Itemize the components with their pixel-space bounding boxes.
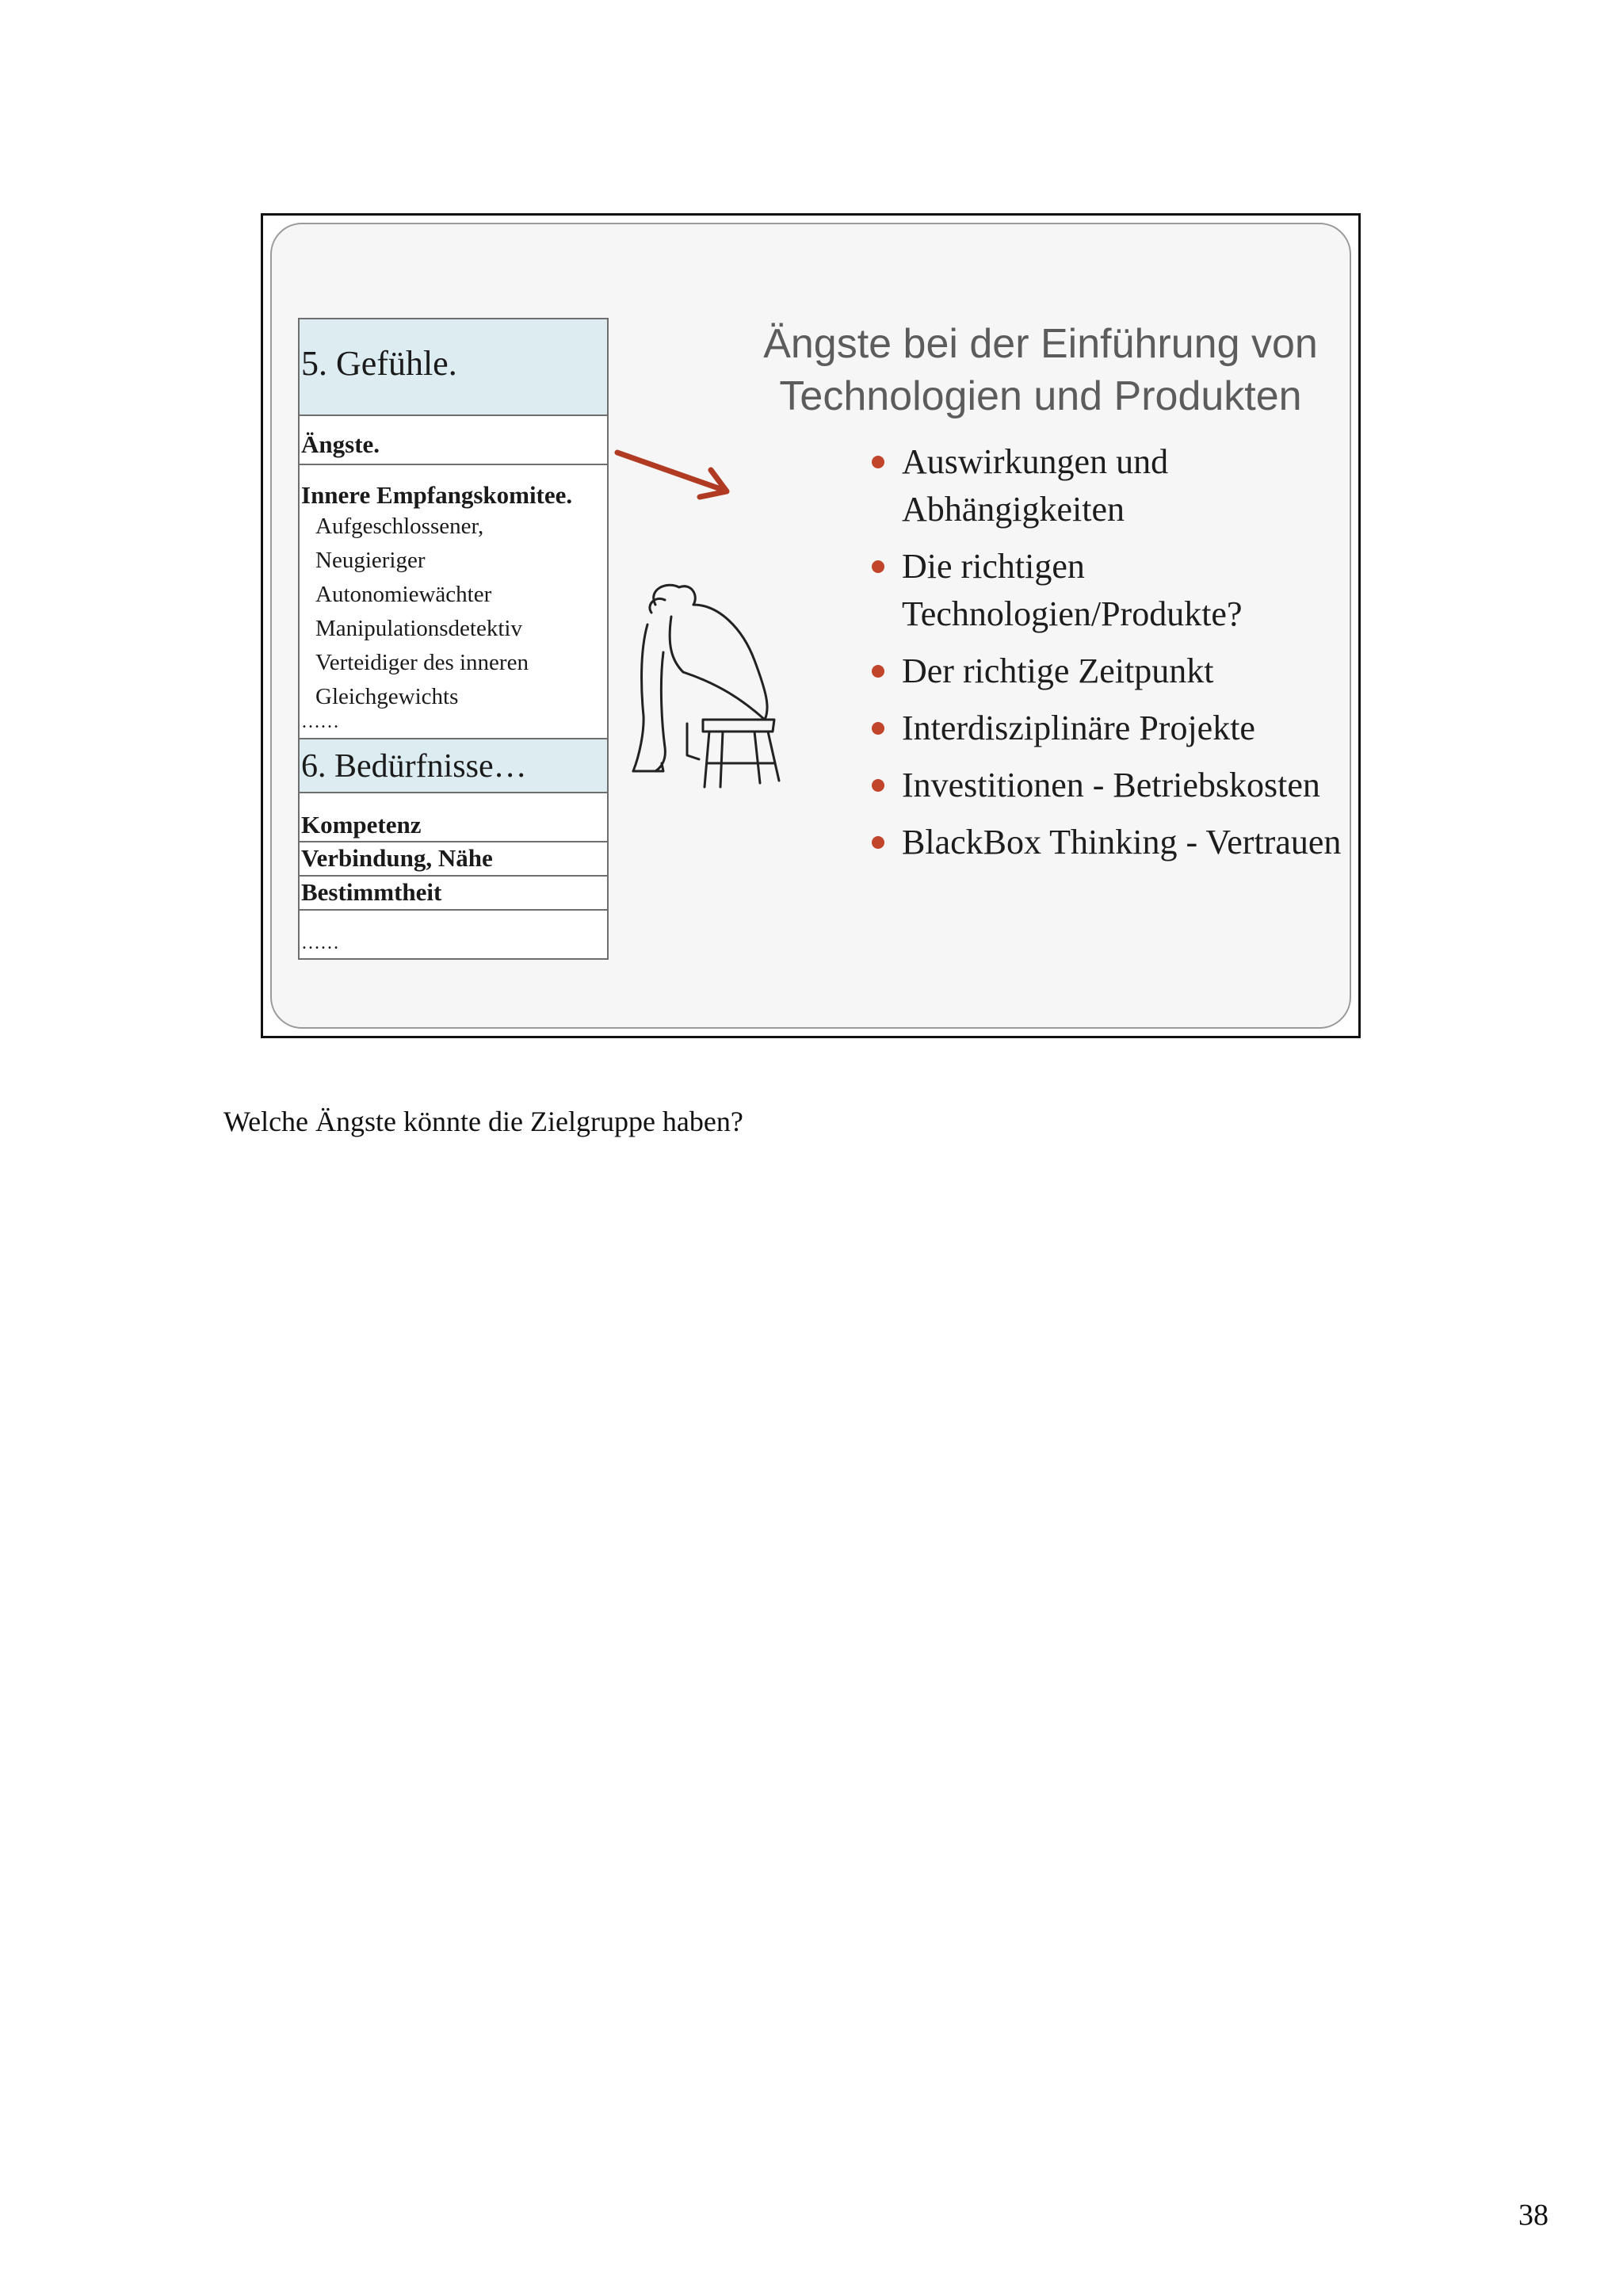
need-row: Verbindung, Nähe [300,842,607,877]
bullet-text: Interdisziplinäre Projekte [902,709,1255,747]
bullet-item [870,438,1346,533]
feelings-needs-table [298,318,609,960]
bullet-item [870,705,1346,752]
needs-dots: …… [301,933,339,953]
section5-heading: 5. Gefühle. [300,319,607,416]
bullet-item [870,819,1346,866]
bullet-text: Investitionen - Betriebskosten [902,766,1320,804]
bullet-text: Auswirkungen und Abhängigkeiten [902,442,1169,529]
slide-frame [261,213,1361,1038]
bullet-dot-icon [872,665,884,678]
need-row: Bestimmtheit [300,877,607,911]
bullet-item [870,762,1346,809]
innere-dots: …… [301,712,339,732]
bullet-item [870,543,1346,638]
bullet-item [870,648,1346,695]
arrow-icon [614,446,741,510]
slide-title [716,318,1365,422]
bullet-dot-icon [872,722,884,735]
slide-panel [270,223,1351,1029]
innere-item: Manipulationsdetektiv [315,616,522,641]
innere-item: Aufgeschlossener, [315,514,484,539]
need-row: Kompetenz [300,793,607,842]
innere-item: Gleichgewichts [315,684,459,709]
bullet-text: BlackBox Thinking - Vertrauen [902,823,1342,861]
bullet-dot-icon [872,779,884,792]
bullet-list [870,438,1346,876]
innere-row [300,465,607,739]
bullet-text: Der richtige Zeitpunkt [902,651,1214,690]
aengste-row: Ängste. [300,416,607,465]
question-text: Welche Ängste könnte die Zielgruppe haben? [223,1106,743,1137]
slide-title-line: Ängste bei der Einführung von [763,321,1318,367]
innere-item: Verteidiger des inneren [315,650,529,675]
worried-person-illustration [624,573,806,795]
section6-heading: 6. Bedürfnisse… [300,739,607,793]
bullet-text: Die richtigen Technologien/Produkte? [902,547,1243,633]
innere-item: Neugieriger [315,548,426,573]
page-number: 38 [1518,2199,1549,2232]
bullet-dot-icon [872,836,884,849]
innere-item: Autonomiewächter [315,582,492,607]
bullet-dot-icon [872,560,884,573]
slide-title-line: Technologien und Produkten [779,373,1302,419]
innere-heading: Innere Empfangskomitee. [301,481,573,509]
bullet-dot-icon [872,456,884,468]
